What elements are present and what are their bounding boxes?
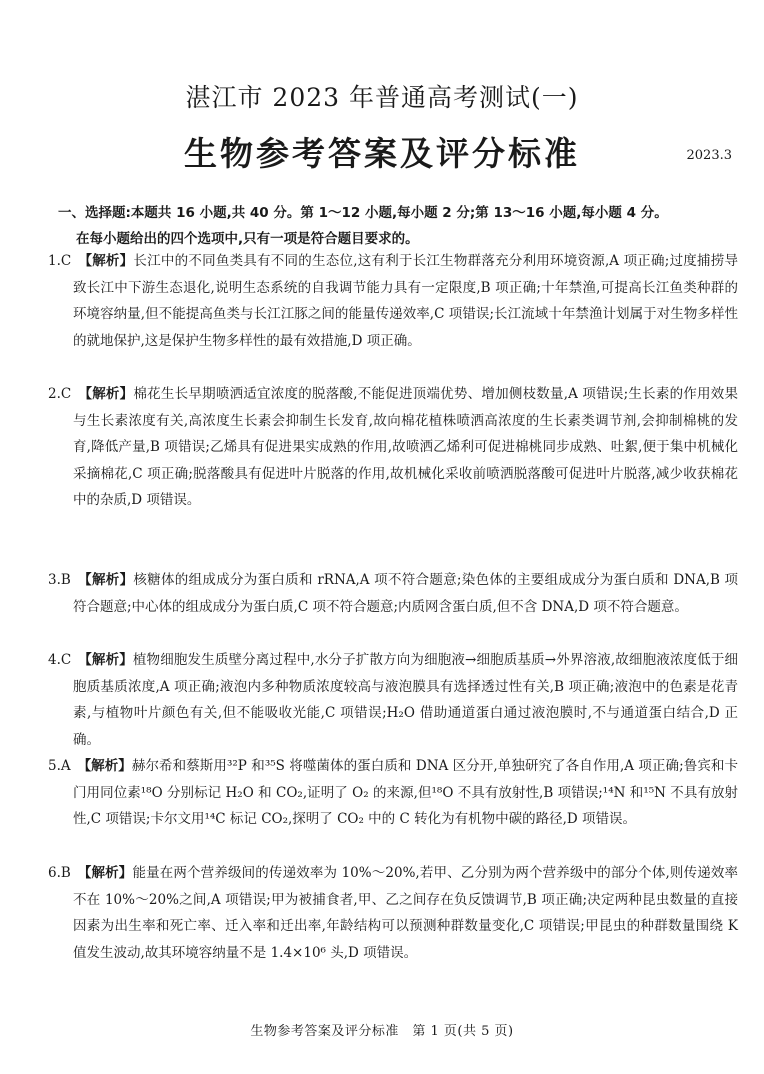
question-number: 5.A [48, 758, 71, 774]
question-number: 6.B [48, 865, 71, 881]
question-4 [48, 647, 738, 753]
analysis-tag: 【解析】 [85, 652, 133, 668]
question-5 [48, 753, 738, 833]
analysis-tag: 【解析】 [84, 572, 134, 588]
question-number: 3.B [48, 572, 71, 588]
question-text: 核糖体的组成成分为蛋白质和 rRNA,A 项不符合题意;染色体的主要组成成分为蛋白质和 DNA,B 项符合题意;中心体的组成成分为蛋白质,C 项不符合题意;内质网含蛋白质,但不含 DNA,D 项不符合题意。 [73, 572, 739, 615]
question-text: 长江中的不同鱼类具有不同的生态位,这有利于长江生物群落充分利用环境资源,A 项正确;过度捕捞导致长江中下游生态退化,说明生态系统的自我调节能力具有一定限度,B 项正确;十年禁渔,可提高长江鱼类种群的环境容纳量,但不能提高鱼类与长江江豚之间的能量传递效率,C 项错误;长江流域十年禁渔计划属于对生物多样性的就地保护,这是保护生物多样性的最有效措施,D 项正确。 [73, 253, 739, 349]
question-text: 赫尔希和蔡斯用³²P 和³⁵S 将噬菌体的蛋白质和 DNA 区分开,单独研究了各自作用,A 项正确;鲁宾和卡门用同位素¹⁸O 分别标记 H₂O 和 CO₂,证明了 O₂ 的来源,但¹⁸O 不具有放射性,B 项错误;¹⁴N 和¹⁵N 不具有放射性,C 项错误;卡尔文用¹⁴C 标记 CO₂,探明了 CO₂ 中的 C 转化为有机物中碳的路径,D 项错误。 [73, 758, 739, 828]
question-1 [48, 248, 738, 354]
exam-title: 湛江市 2023 年普通高考测试(一) [185, 83, 579, 112]
section-heading [58, 200, 734, 252]
section-line-2: 在每小题给出的四个选项中,只有一项是符合题目要求的。 [76, 231, 419, 247]
page-footer: 生物参考答案及评分标准 第 1 页(共 5 页) [250, 1024, 514, 1039]
question-text: 植物细胞发生质壁分离过程中,水分子扩散方向为细胞液→细胞质基质→外界溶液,故细胞液浓度低于细胞质基质浓度,A 项正确;液泡内多种物质浓度较高与液泡膜具有选择透过性有关,B 项正确;液泡中的色素是花青素,与植物叶片颜色有关,但不能吸收光能,C 项错误;H₂O 借助通道蛋白通过液泡膜时,不与通道蛋白结合,D 正确。 [73, 652, 739, 748]
question-6 [48, 860, 738, 966]
analysis-tag: 【解析】 [85, 253, 134, 269]
question-number: 4.C [48, 652, 72, 668]
section-line-1: 一、选择题:本题共 16 小题,共 40 分。第 1～12 小题,每小题 2 分;第 13～16 小题,每小题 4 分。 [58, 205, 668, 221]
question-number: 1.C [48, 253, 72, 269]
question-number: 2.C [48, 386, 72, 402]
analysis-tag: 【解析】 [84, 865, 133, 881]
question-3 [48, 567, 738, 620]
document-date: 2023.3 [686, 148, 732, 163]
page-title: 生物参考答案及评分标准 [184, 134, 580, 173]
question-text: 能量在两个营养级间的传递效率为 10%～20%,若甲、乙分别为两个营养级中的部分个体,则传递效率不在 10%～20%之间,A 项错误;甲为被捕食者,甲、乙之间存在负反馈调节,B 项正确;决定两种昆虫数量的直接因素为出生率和死亡率、迁入率和迁出率,年龄结构可以预测种群数量变化,C 项错误;甲昆虫的种群数量围绕 K 值发生波动,故其环境容纳量不是 1.4×10⁶ 头,D 项错误。 [73, 865, 739, 961]
analysis-tag: 【解析】 [84, 758, 132, 774]
question-2 [48, 381, 738, 514]
analysis-tag: 【解析】 [85, 386, 134, 402]
question-text: 棉花生长早期喷洒适宜浓度的脱落酸,不能促进顶端优势、增加侧枝数量,A 项错误;生长素的作用效果与生长素浓度有关,高浓度生长素会抑制生长发育,故向棉花植株喷洒高浓度的生长素类调节剂,会抑制棉桃的发育,降低产量,B 项错误;乙烯具有促进果实成熟的作用,故喷洒乙烯利可促进棉桃同步成熟、吐絮,便于集中机械化采摘棉花,C 项正确;脱落酸具有促进叶片脱落的作用,故机械化采收前喷洒脱落酸可促进叶片脱落,减少收获棉花中的杂质,D 项错误。 [73, 386, 739, 509]
